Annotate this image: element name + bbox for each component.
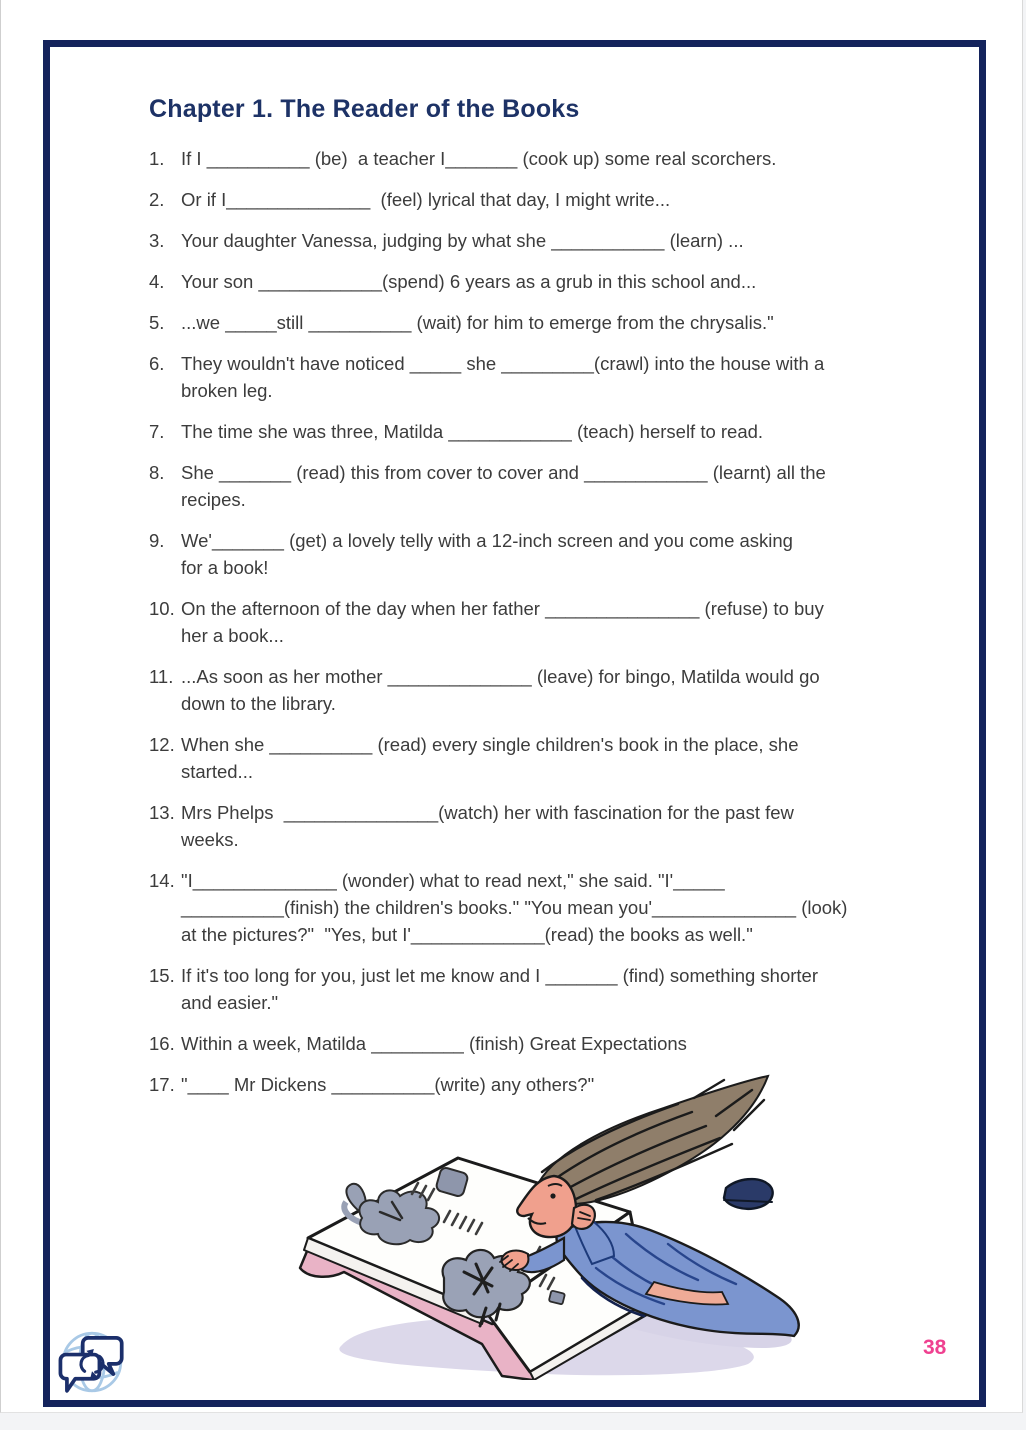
item-line: On the afternoon of the day when her father _______________ (refuse) to buy bbox=[181, 598, 824, 619]
exercise-item bbox=[149, 268, 961, 295]
speech-bubbles-globe-icon bbox=[53, 1326, 131, 1398]
exercise-item bbox=[149, 962, 961, 1016]
page-number: 38 bbox=[923, 1336, 947, 1359]
item-number: 12. bbox=[149, 734, 175, 755]
item-line: Mrs Phelps _______________(watch) her with fascination for the past few bbox=[181, 802, 794, 823]
item-number: 6. bbox=[149, 353, 165, 374]
item-line: for a book! bbox=[181, 557, 269, 578]
exercise-item bbox=[149, 350, 961, 404]
item-line: Your son ____________(spend) 6 years as a grub in this school and... bbox=[181, 271, 757, 292]
item-number: 17. bbox=[149, 1074, 175, 1095]
item-number: 2. bbox=[149, 189, 165, 210]
item-number: 16. bbox=[149, 1033, 175, 1054]
item-line: __________(finish) the children's books." "You mean you'______________ (look) bbox=[181, 897, 848, 918]
item-line: The time she was three, Matilda ____________ (teach) herself to read. bbox=[181, 421, 764, 442]
item-line: Within a week, Matilda _________ (finish) Great Expectations bbox=[181, 1033, 687, 1054]
item-number: 14. bbox=[149, 870, 175, 891]
item-number: 5. bbox=[149, 312, 165, 333]
item-number: 1. bbox=[149, 148, 165, 169]
exercise-item bbox=[149, 663, 961, 717]
exercise-item bbox=[149, 731, 961, 785]
item-number: 13. bbox=[149, 802, 175, 823]
item-line: ...we _____still __________ (wait) for him to emerge from the chrysalis." bbox=[181, 312, 774, 333]
chapter-title: Chapter 1. The Reader of the Books bbox=[149, 95, 580, 123]
item-line: broken leg. bbox=[181, 380, 273, 401]
exercise-item bbox=[149, 867, 961, 948]
item-line: Your daughter Vanessa, judging by what she ___________ (learn) ... bbox=[181, 230, 744, 251]
item-line: "I______________ (wonder) what to read next," she said. "I'_____ bbox=[181, 870, 725, 891]
item-line: She _______ (read) this from cover to cover and ____________ (learnt) all the bbox=[181, 462, 826, 483]
item-line: weeks. bbox=[181, 829, 239, 850]
exercise-item bbox=[149, 309, 961, 336]
item-number: 11. bbox=[149, 666, 174, 687]
matilda-reading-illustration bbox=[296, 1072, 801, 1380]
exercise-item bbox=[149, 1030, 961, 1057]
item-line: her a book... bbox=[181, 625, 284, 646]
item-line: and easier." bbox=[181, 992, 279, 1013]
exercise-item bbox=[149, 799, 961, 853]
worksheet-content bbox=[149, 95, 961, 1112]
item-line: recipes. bbox=[181, 489, 246, 510]
exercise-item bbox=[149, 418, 961, 445]
exercise-item bbox=[149, 527, 961, 581]
exercise-item bbox=[149, 227, 961, 254]
item-line: started... bbox=[181, 761, 253, 782]
item-number: 15. bbox=[149, 965, 175, 986]
item-line: When she __________ (read) every single children's book in the place, she bbox=[181, 734, 799, 755]
item-line: If I __________ (be) a teacher I_______ (cook up) some real scorchers. bbox=[181, 148, 777, 169]
exercise-item bbox=[149, 595, 961, 649]
item-line: They wouldn't have noticed _____ she _________(crawl) into the house with a bbox=[181, 353, 825, 374]
item-number: 3. bbox=[149, 230, 165, 251]
item-number: 8. bbox=[149, 462, 165, 483]
item-line: "____ Mr Dickens __________(write) any others?" bbox=[181, 1074, 595, 1095]
exercise-item bbox=[149, 145, 961, 172]
item-line: Or if I______________ (feel) lyrical that day, I might write... bbox=[181, 189, 671, 210]
item-number: 10. bbox=[149, 598, 175, 619]
item-line: at the pictures?" "Yes, but I'_____________(read) the books as well." bbox=[181, 924, 753, 945]
item-number: 7. bbox=[149, 421, 165, 442]
item-line: If it's too long for you, just let me know and I _______ (find) something shorter bbox=[181, 965, 818, 986]
item-line: down to the library. bbox=[181, 693, 336, 714]
exercise-item bbox=[149, 186, 961, 213]
exercise-item bbox=[149, 459, 961, 513]
item-line: ...As soon as her mother ______________ (leave) for bingo, Matilda would go bbox=[181, 666, 820, 687]
item-number: 4. bbox=[149, 271, 165, 292]
exercise-list bbox=[149, 145, 961, 1098]
item-line: We'_______ (get) a lovely telly with a 12-inch screen and you come asking bbox=[181, 530, 793, 551]
item-number: 9. bbox=[149, 530, 165, 551]
